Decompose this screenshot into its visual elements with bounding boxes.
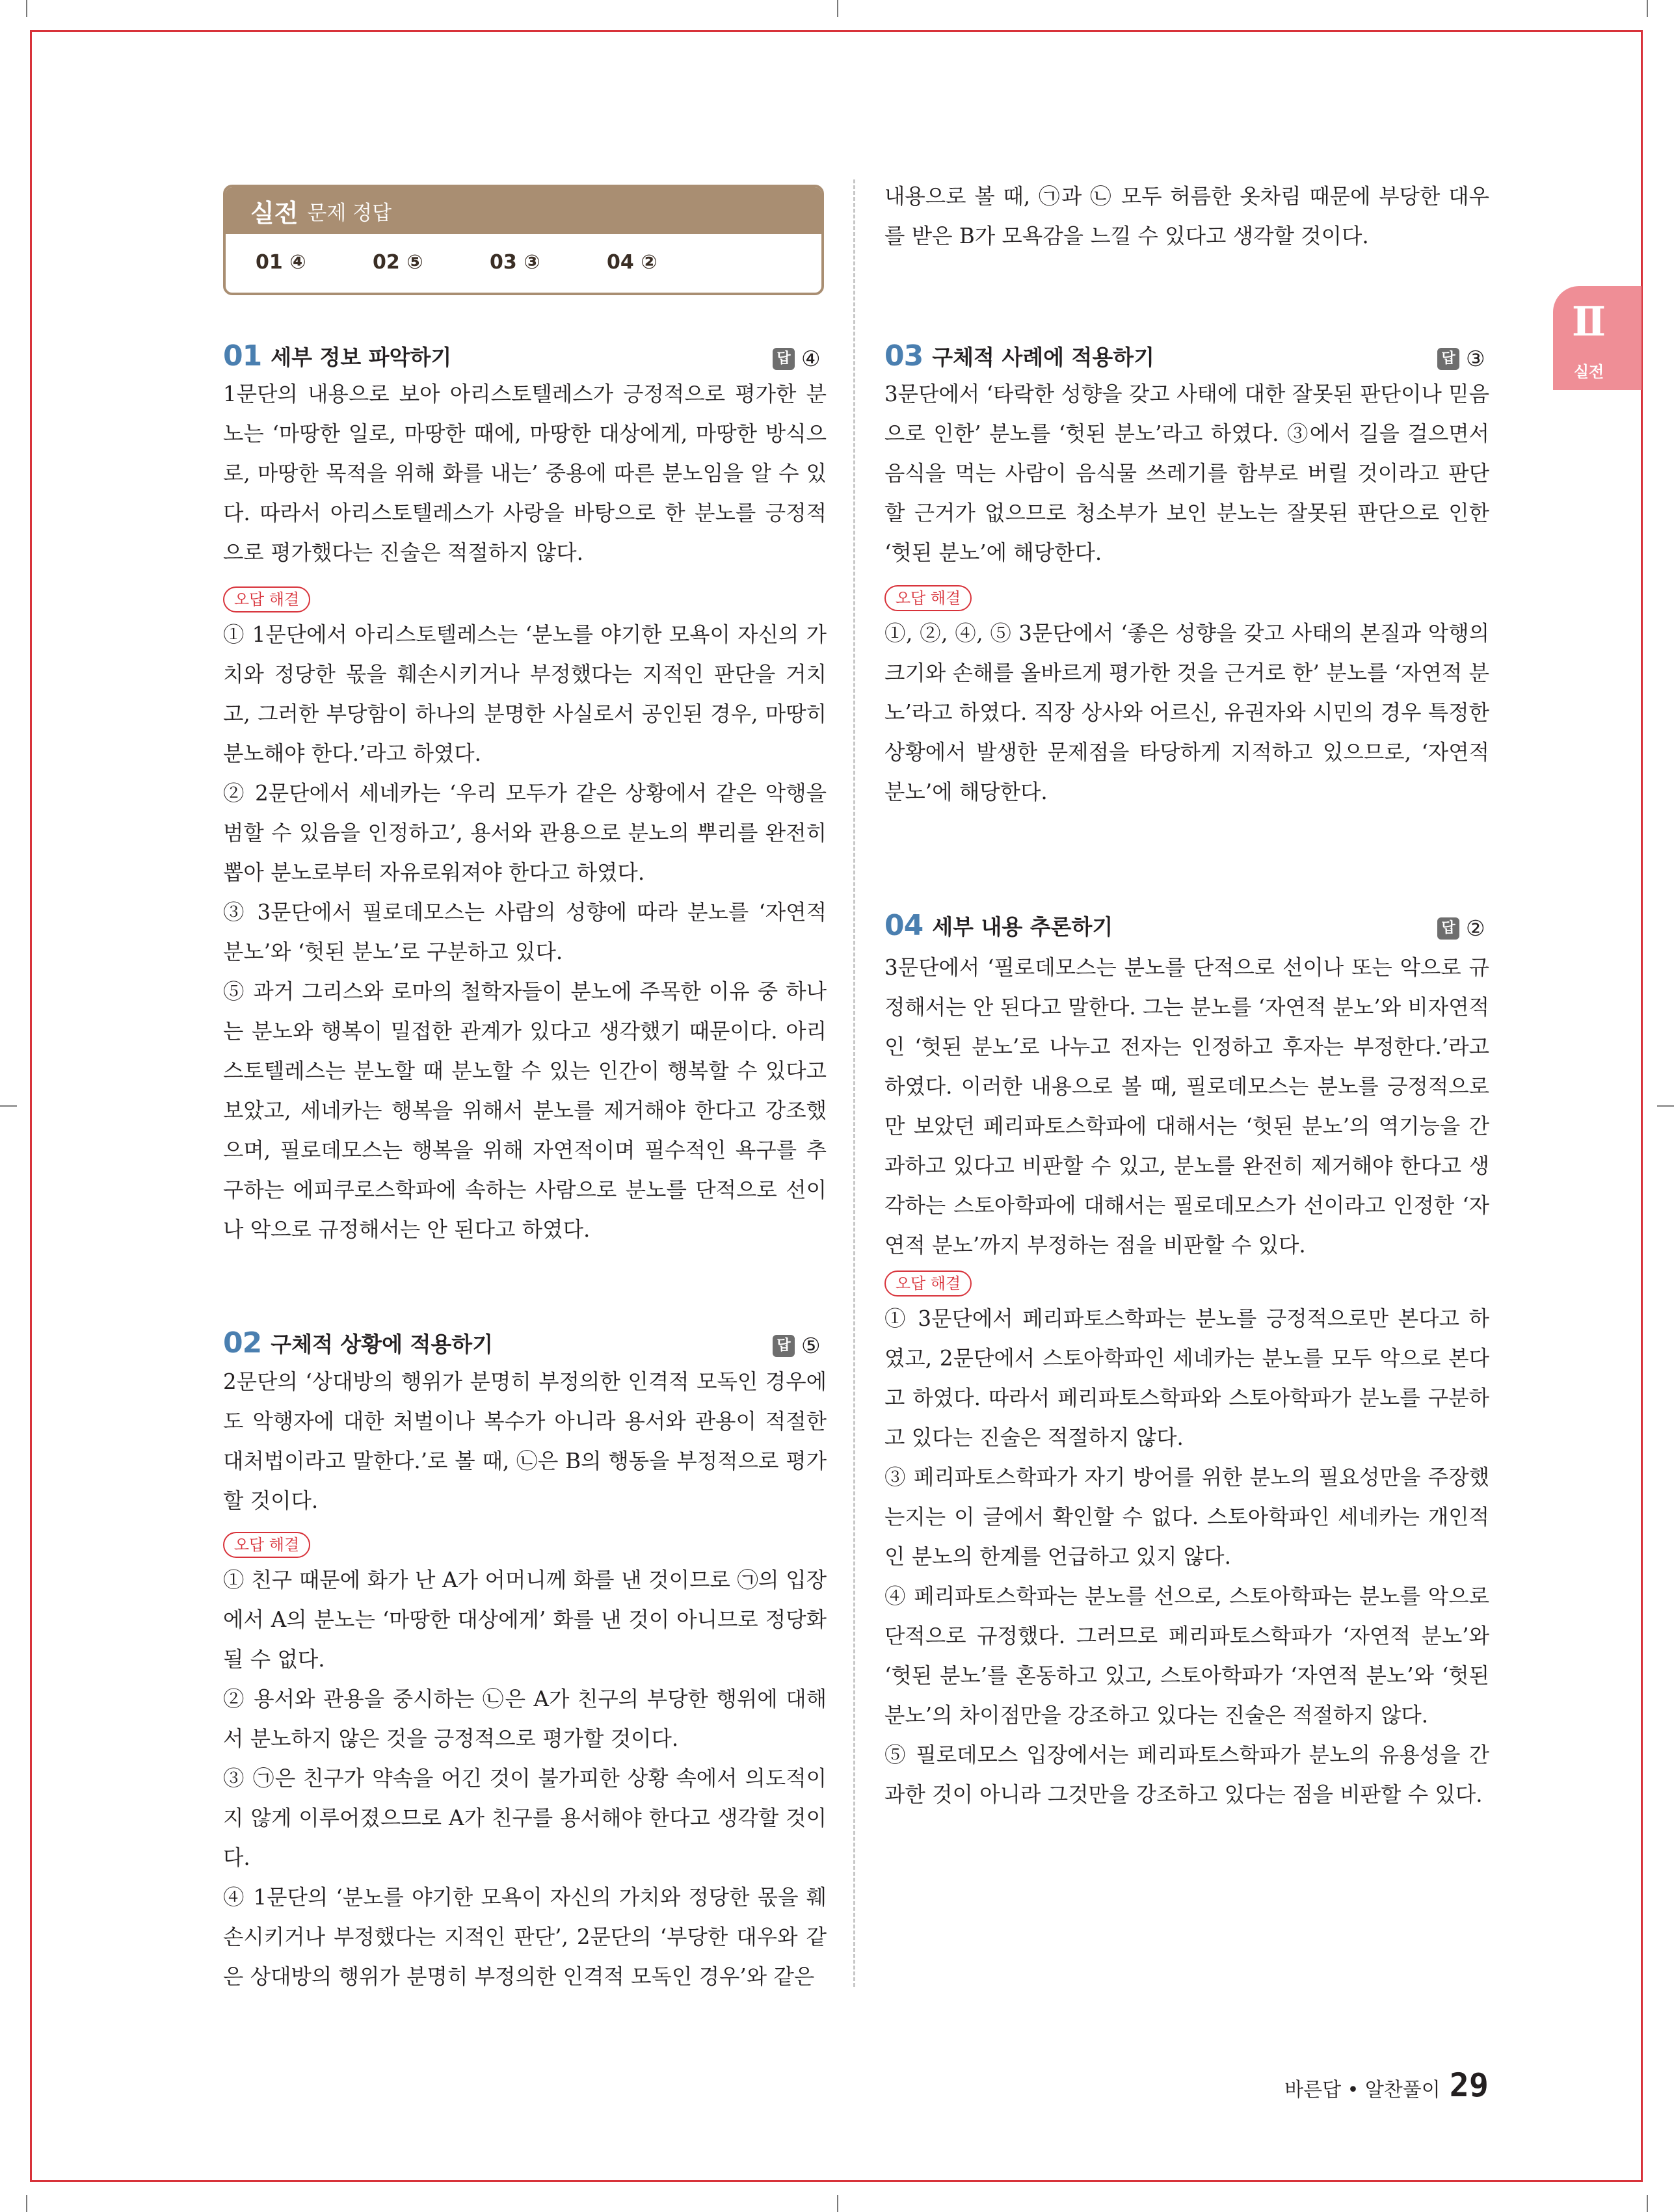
trim-mark — [1647, 0, 1648, 17]
column-divider — [853, 179, 855, 1987]
q01-wrong-2: ② 2문단에서 세네카는 ‘우리 모두가 같은 상황에서 같은 악행을 범할 수 있음을 인정하고’, 용서와 관용으로 분노의 뿌리를 완전히 뽑아 분노로부터 자유로워져야 한다고 하였다. — [223, 781, 827, 885]
q04-heading — [884, 909, 1113, 942]
q01-wrong-tag: 오답 해결 — [223, 586, 310, 612]
q04-wrong-5: ⑤ 필로데모스 입장에서는 페리파토스학파가 분노의 유용성을 간과한 것이 아니라 그것만을 강조하고 있다는 점을 비판할 수 있다. — [884, 1743, 1489, 1807]
q02-wrong-1: ① 친구 때문에 화가 난 A가 어머니께 화를 낸 것이므로 ㉠의 입장에서 A의 분노는 ‘마땅한 대상에게’ 화를 낸 것이 아니므로 정당화될 수 없다. — [223, 1568, 827, 1672]
chapter-side-tab — [1553, 286, 1641, 390]
q02-wrong-3: ③ ㉠은 친구가 약속을 어긴 것이 불가피한 상황 속에서 의도적이지 않게 이루어졌으므로 A가 친구를 용서해야 한다고 생각할 것이다. — [223, 1766, 827, 1870]
q04-title: 세부 내용 추론하기 — [932, 914, 1113, 940]
trim-mark — [1647, 2195, 1648, 2212]
q03-number: 03 — [884, 339, 923, 373]
q01-wrong-5: ⑤ 과거 그리스와 로마의 철학자들이 분노에 주목한 이유 중 하나는 분노와 행복이 밀접한 관계가 있다고 생각했기 때문이다. 아리스토텔레스는 분노할 때 분노할 수 있는 인간이 행복할 수 있다고 보았고, 세네카는 행복을 위해서 분노를 제거해야 한다고 강조했으며, 필로데모스는 행복을 위해 자연적이며 필수적인 욕구를 추구하는 에피쿠로스학파에 속하는 사람으로 분노를 단적으로 선이나 악으로 규정해서는 안 된다고 하였다. — [223, 979, 827, 1242]
q02-answer-value: ⑤ — [801, 1333, 821, 1358]
trim-mark — [0, 1105, 17, 1107]
answer-summary-header — [226, 187, 821, 234]
q03-wrong-1: ①, ②, ④, ⑤ 3문단에서 ‘좋은 성향을 갖고 사태의 본질과 악행의 크기와 손해를 올바르게 평가한 것을 근거로 한’ 분노를 ‘자연적 분노’라고 하였다. 직장 상사와 어르신, 유권자와 시민의 경우 특정한 상황에서 발생한 문제점을 타당하게 지적하고 있으므로, ‘자연적 분노’에 해당한다. — [884, 621, 1489, 804]
chapter-label: 실전 — [1573, 363, 1604, 381]
page-number: 29 — [1449, 2066, 1489, 2104]
q02-explanation: 2문단의 ‘상대방의 행위가 분명히 부정의한 인격적 모독인 경우에도 악행자에 대한 처벌이나 복수가 아니라 용서와 관용이 적절한 대처법이라고 말한다.’로 볼 때, ㉡은 B의 행동을 부정적으로 평가할 것이다. — [223, 1369, 827, 1513]
trim-mark — [26, 0, 27, 17]
q03-answer-value: ③ — [1466, 346, 1485, 371]
trim-mark — [1657, 1105, 1674, 1107]
q04-wrong-3: ③ 페리파토스학파가 자기 방어를 위한 분노의 필요성만을 주장했는지는 이 글에서 확인할 수 없다. 스토아학파인 세네카는 개인적인 분노의 한계를 언급하고 있지 않다. — [884, 1465, 1489, 1569]
q02-wrong-tag: 오답 해결 — [223, 1532, 310, 1558]
q04-number: 04 — [884, 909, 923, 942]
answer-item: 02 ⑤ — [373, 250, 423, 274]
q03-explanation: 3문단에서 ‘타락한 성향을 갖고 사태에 대한 잘못된 판단이나 믿음으로 인한’ 분노를 ‘헛된 분노’라고 하였다. ③에서 길을 걸으면서 음식을 먹는 사람이 음식물 쓰레기를 함부로 버릴 것이라고 판단할 근거가 없으므로 청소부가 보인 분노는 잘못된 판단으로 인한 ‘헛된 분노’에 해당한다. — [884, 382, 1489, 565]
q01-explanation: 1문단의 내용으로 보아 아리스토텔레스가 긍정적으로 평가한 분노는 ‘마땅한 일로, 마땅한 때에, 마땅한 대상에게, 마땅한 방식으로, 마땅한 목적을 위해 화를 내는’ 중용에 따른 분노임을 알 수 있다. 따라서 아리스토텔레스가 사랑을 바탕으로 한 분노를 긍정적으로 평가했다는 진술은 적절하지 않다. — [223, 382, 827, 565]
q02-heading — [223, 1326, 493, 1360]
answer-summary-row — [226, 234, 821, 290]
q01-answer — [773, 346, 821, 371]
q02-wrong-4: ④ 1문단의 ‘분노를 야기한 모욕이 자신의 가치와 정당한 몫을 훼손시키거나 부정했다는 지적인 판단’, 2문단의 ‘부당한 대우와 같은 상대방의 행위가 분명히 부정의한 인격적 모독인 경우’와 같은 — [223, 1885, 827, 1989]
trim-mark — [26, 2195, 27, 2212]
q03-title: 구체적 사례에 적용하기 — [932, 345, 1154, 370]
q01-number: 01 — [223, 339, 262, 373]
q04-answer-value: ② — [1466, 915, 1485, 941]
answer-badge-icon: 답 — [1437, 917, 1459, 940]
chapter-numeral: Ⅱ — [1571, 298, 1606, 345]
q02-wrong-2: ② 용서와 관용을 중시하는 ㉡은 A가 친구의 부당한 행위에 대해서 분노하지 않은 것을 긍정적으로 평가할 것이다. — [223, 1687, 827, 1751]
q03-heading — [884, 339, 1154, 373]
q04-explanation: 3문단에서 ‘필로데모스는 분노를 단적으로 선이나 또는 악으로 규정해서는 안 된다고 말한다. 그는 분노를 ‘자연적 분노’와 비자연적인 ‘헛된 분노’로 나누고 전자는 인정하고 후자는 부정한다.’라고 하였다. 이러한 내용으로 볼 때, 필로데모스는 분노를 긍정적으로만 보았던 페리파토스학파에 대해서는 ‘헛된 분노’의 역기능을 간과하고 있다고 비판할 수 있고, 분노를 완전히 제거해야 한다고 생각하는 스토아학파에 대해서는 필로데모스가 선이라고 인정한 ‘자연적 분노’까지 부정하는 점을 비판할 수 있다. — [884, 955, 1489, 1257]
q02-answer — [773, 1333, 821, 1358]
q04-wrong-1: ① 3문단에서 페리파토스학파는 분노를 긍정적으로만 본다고 하였고, 2문단에서 스토아학파인 세네카는 분노를 모두 악으로 본다고 하였다. 따라서 페리파토스학파와 스토아학파가 분노를 구분하고 있다는 진술은 적절하지 않다. — [884, 1306, 1489, 1450]
answer-item: 03 ③ — [490, 250, 540, 274]
answer-item: 01 ④ — [256, 250, 306, 274]
answer-summary-title: 문제 정답 — [307, 201, 392, 225]
q04-wrong-tag: 오답 해결 — [884, 1271, 972, 1297]
answer-badge-icon: 답 — [773, 1335, 795, 1357]
q01-wrong-1: ① 1문단에서 아리스토텔레스는 ‘분노를 야기한 모욕이 자신의 가치와 정당한 몫을 훼손시키거나 부정했다는 지적인 판단을 거치고, 그러한 부당함이 하나의 분명한 사실로서 공인된 경우, 마땅히 분노해야 한다.’라고 하였다. — [223, 622, 827, 766]
answer-badge-icon: 답 — [773, 348, 795, 370]
q02-wrong-4-continued: 내용으로 볼 때, ㉠과 ㉡ 모두 허름한 옷차림 때문에 부당한 대우를 받은 B가 모욕감을 느낄 수 있다고 생각할 것이다. — [884, 184, 1489, 248]
q03-wrong-tag: 오답 해결 — [884, 585, 972, 611]
answer-item: 04 ② — [607, 250, 658, 274]
answer-badge-icon: 답 — [1437, 348, 1459, 370]
q01-answer-value: ④ — [801, 346, 821, 371]
page-footer — [1284, 2066, 1489, 2104]
trim-mark — [837, 0, 838, 17]
q04-wrong-4: ④ 페리파토스학파는 분노를 선으로, 스토아학파는 분노를 악으로 단적으로 규정했다. 그러므로 페리파토스학파가 ‘자연적 분노’와 ‘헛된 분노’를 혼동하고 있고, 스토아학파가 ‘자연적 분노’와 ‘헛된 분노’의 차이점만을 강조하고 있다는 진술은 적절하지 않다. — [884, 1584, 1489, 1728]
q01-title: 세부 정보 파악하기 — [271, 345, 452, 370]
q01-heading — [223, 339, 451, 373]
answer-summary-strong: 실전 — [250, 198, 299, 228]
q03-answer — [1437, 346, 1485, 371]
q04-answer — [1437, 915, 1485, 941]
q02-number: 02 — [223, 1326, 262, 1360]
answer-summary-box — [223, 185, 824, 295]
q02-title: 구체적 상황에 적용하기 — [271, 1332, 493, 1357]
q01-wrong-3: ③ 3문단에서 필로데모스는 사람의 성향에 따라 분노를 ‘자연적 분노’와 ‘헛된 분노’로 구분하고 있다. — [223, 900, 827, 964]
trim-mark — [837, 2195, 838, 2212]
book-title: 바른답 • 알찬풀이 — [1284, 2079, 1441, 2101]
